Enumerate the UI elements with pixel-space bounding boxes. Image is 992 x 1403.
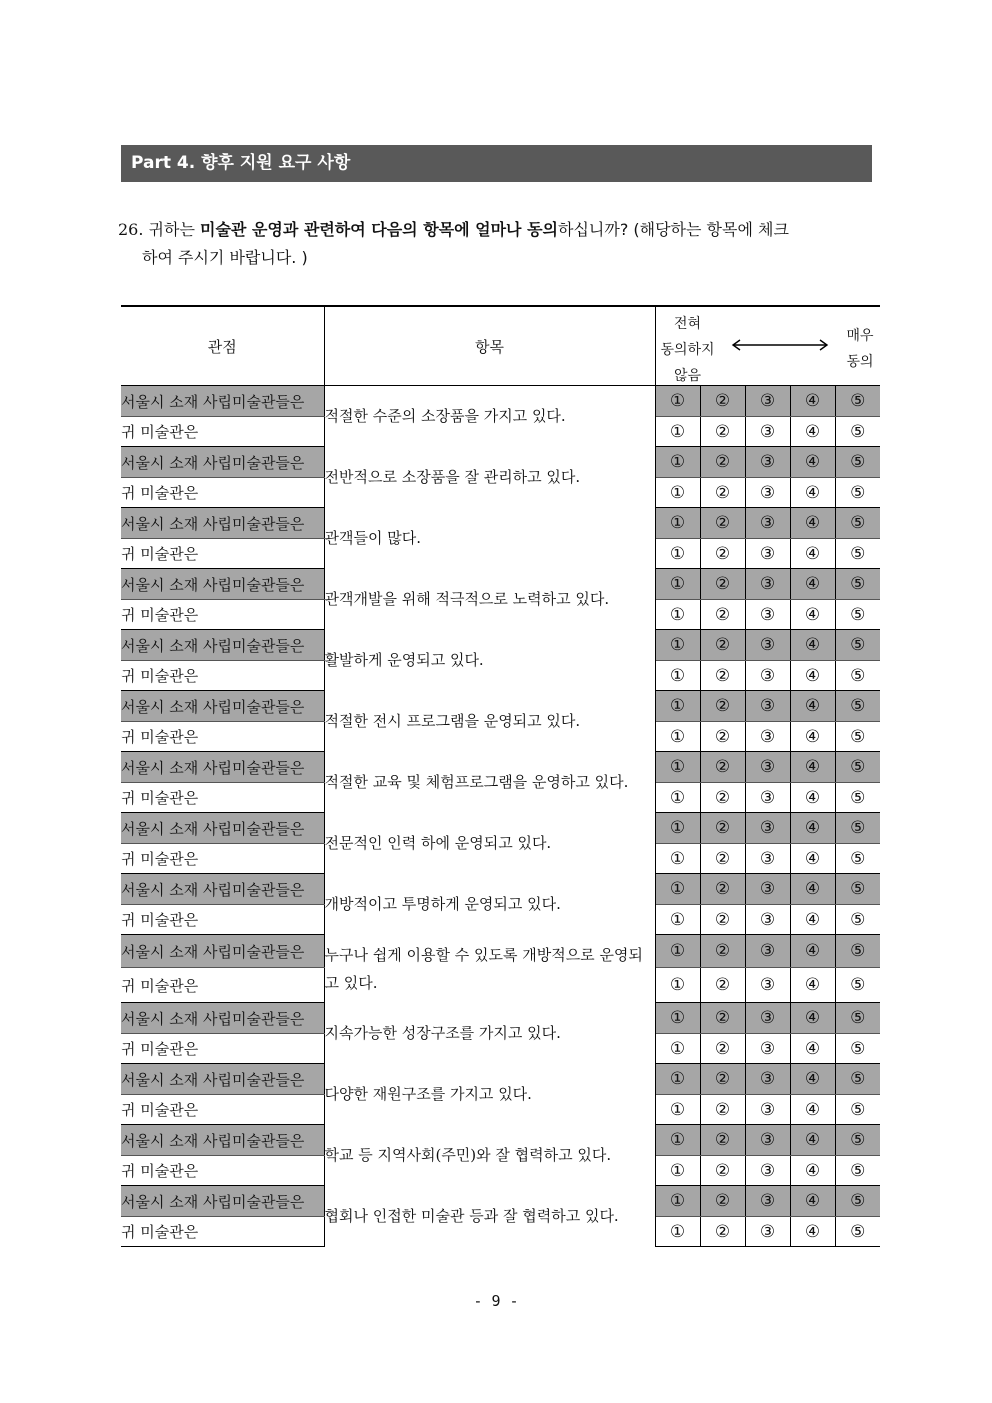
scale-left-line2: 동의하지 — [660, 342, 715, 358]
perspective-seoul: 서울시 소재 사립미술관들은 — [121, 813, 324, 844]
rating-option-3[interactable]: ③ — [745, 630, 790, 661]
perspective-seoul: 서울시 소재 사립미술관들은 — [121, 1186, 324, 1217]
rating-option-1[interactable]: ① — [655, 783, 700, 813]
scale-left-line3: 않음 — [673, 368, 702, 384]
rating-option-1[interactable]: ① — [655, 844, 700, 874]
rating-option-2[interactable]: ② — [700, 813, 745, 844]
rating-option-2[interactable]: ② — [700, 935, 745, 968]
rating-option-5[interactable]: ⑤ — [835, 600, 880, 630]
rating-option-1[interactable]: ① — [655, 1095, 700, 1125]
rating-option-2[interactable]: ② — [700, 1217, 745, 1247]
perspective-seoul: 서울시 소재 사립미술관들은 — [121, 386, 324, 417]
item-statement: 관객들이 많다. — [324, 508, 655, 569]
rating-option-5[interactable]: ⑤ — [835, 1095, 880, 1125]
rating-option-3[interactable]: ③ — [745, 1003, 790, 1034]
table-row — [121, 1003, 880, 1034]
perspective-seoul: 서울시 소재 사립미술관들은 — [121, 1003, 324, 1034]
perspective-seoul: 서울시 소재 사립미술관들은 — [121, 935, 324, 968]
rating-option-2[interactable]: ② — [700, 1156, 745, 1186]
perspective-yours: 귀 미술관은 — [121, 539, 324, 569]
rating-option-3[interactable]: ③ — [745, 569, 790, 600]
rating-option-1[interactable]: ① — [655, 661, 700, 691]
rating-option-1[interactable]: ① — [655, 630, 700, 661]
perspective-seoul: 서울시 소재 사립미술관들은 — [121, 1064, 324, 1095]
table-row — [121, 691, 880, 722]
perspective-seoul: 서울시 소재 사립미술관들은 — [121, 630, 324, 661]
rating-option-4[interactable]: ④ — [790, 905, 835, 935]
rating-option-1[interactable]: ① — [655, 905, 700, 935]
table-row — [121, 874, 880, 905]
question-text-pre: 귀하는 — [143, 220, 200, 239]
rating-option-3[interactable]: ③ — [745, 722, 790, 752]
perspective-yours: 귀 미술관은 — [121, 417, 324, 447]
rating-option-3[interactable]: ③ — [745, 600, 790, 630]
perspective-seoul: 서울시 소재 사립미술관들은 — [121, 752, 324, 783]
rating-option-2[interactable]: ② — [700, 569, 745, 600]
rating-option-5[interactable]: ⑤ — [835, 539, 880, 569]
rating-option-4[interactable]: ④ — [790, 661, 835, 691]
rating-option-5[interactable]: ⑤ — [835, 661, 880, 691]
rating-option-4[interactable]: ④ — [790, 752, 835, 783]
perspective-seoul: 서울시 소재 사립미술관들은 — [121, 1125, 324, 1156]
table-row — [121, 1125, 880, 1156]
rating-option-2[interactable]: ② — [700, 1003, 745, 1034]
rating-option-5[interactable]: ⑤ — [835, 1003, 880, 1034]
scale-right-label — [840, 323, 880, 375]
perspective-yours: 귀 미술관은 — [121, 1095, 324, 1125]
rating-option-2[interactable]: ② — [700, 968, 745, 1003]
rating-option-4[interactable]: ④ — [790, 968, 835, 1003]
rating-option-2[interactable]: ② — [700, 386, 745, 417]
perspective-seoul: 서울시 소재 사립미술관들은 — [121, 569, 324, 600]
rating-option-1[interactable]: ① — [655, 968, 700, 1003]
table-row — [121, 386, 880, 417]
rating-option-3[interactable]: ③ — [745, 539, 790, 569]
rating-option-5[interactable]: ⑤ — [835, 905, 880, 935]
rating-option-1[interactable]: ① — [655, 1217, 700, 1247]
rating-option-5[interactable]: ⑤ — [835, 844, 880, 874]
rating-option-4[interactable]: ④ — [790, 1034, 835, 1064]
item-statement: 누구나 쉽게 이용할 수 있도록 개방적으로 운영되고 있다. — [324, 935, 655, 1003]
question-text-bold: 미술관 운영과 관련하여 다음의 항목에 얼마나 동의 — [200, 220, 558, 239]
rating-option-1[interactable]: ① — [655, 813, 700, 844]
rating-option-1[interactable]: ① — [655, 1064, 700, 1095]
table-row — [121, 1064, 880, 1095]
rating-option-4[interactable]: ④ — [790, 1064, 835, 1095]
perspective-yours: 귀 미술관은 — [121, 1156, 324, 1186]
table-row — [121, 569, 880, 600]
rating-option-3[interactable]: ③ — [745, 1034, 790, 1064]
item-statement: 적절한 수준의 소장품을 가지고 있다. — [324, 386, 655, 447]
perspective-yours: 귀 미술관은 — [121, 661, 324, 691]
rating-option-5[interactable]: ⑤ — [835, 935, 880, 968]
perspective-seoul: 서울시 소재 사립미술관들은 — [121, 874, 324, 905]
rating-option-4[interactable]: ④ — [790, 569, 835, 600]
rating-option-5[interactable]: ⑤ — [835, 447, 880, 478]
header-scale — [655, 306, 880, 386]
rating-option-4[interactable]: ④ — [790, 1217, 835, 1247]
rating-option-3[interactable]: ③ — [745, 935, 790, 968]
rating-option-1[interactable]: ① — [655, 1003, 700, 1034]
rating-option-2[interactable]: ② — [700, 447, 745, 478]
rating-option-3[interactable]: ③ — [745, 1125, 790, 1156]
rating-option-5[interactable]: ⑤ — [835, 1156, 880, 1186]
scale-right-line1: 매우 — [846, 328, 874, 344]
question-text-post: 하십니까? (해당하는 항목에 체크 — [558, 220, 789, 239]
table-row — [121, 508, 880, 539]
rating-option-2[interactable]: ② — [700, 783, 745, 813]
item-statement: 다양한 재원구조를 가지고 있다. — [324, 1064, 655, 1125]
rating-option-1[interactable]: ① — [655, 478, 700, 508]
rating-option-4[interactable]: ④ — [790, 1125, 835, 1156]
perspective-yours: 귀 미술관은 — [121, 783, 324, 813]
rating-option-3[interactable]: ③ — [745, 844, 790, 874]
rating-option-4[interactable]: ④ — [790, 447, 835, 478]
rating-option-5[interactable]: ⑤ — [835, 874, 880, 905]
rating-option-2[interactable]: ② — [700, 630, 745, 661]
rating-option-5[interactable]: ⑤ — [835, 569, 880, 600]
rating-option-3[interactable]: ③ — [745, 1156, 790, 1186]
rating-option-1[interactable]: ① — [655, 752, 700, 783]
rating-option-4[interactable]: ④ — [790, 1003, 835, 1034]
perspective-yours: 귀 미술관은 — [121, 478, 324, 508]
rating-option-4[interactable]: ④ — [790, 783, 835, 813]
rating-option-1[interactable]: ① — [655, 569, 700, 600]
rating-option-4[interactable]: ④ — [790, 508, 835, 539]
rating-option-1[interactable]: ① — [655, 508, 700, 539]
rating-option-3[interactable]: ③ — [745, 661, 790, 691]
rating-option-5[interactable]: ⑤ — [835, 691, 880, 722]
rating-option-2[interactable]: ② — [700, 752, 745, 783]
rating-option-1[interactable]: ① — [655, 539, 700, 569]
rating-option-5[interactable]: ⑤ — [835, 508, 880, 539]
item-statement: 활발하게 운영되고 있다. — [324, 630, 655, 691]
rating-option-4[interactable]: ④ — [790, 844, 835, 874]
rating-option-5[interactable]: ⑤ — [835, 386, 880, 417]
rating-option-3[interactable]: ③ — [745, 1217, 790, 1247]
rating-option-5[interactable]: ⑤ — [835, 1064, 880, 1095]
rating-option-5[interactable]: ⑤ — [835, 722, 880, 752]
table-row — [121, 813, 880, 844]
rating-option-5[interactable]: ⑤ — [835, 1125, 880, 1156]
table-row — [121, 630, 880, 661]
rating-option-4[interactable]: ④ — [790, 935, 835, 968]
rating-option-5[interactable]: ⑤ — [835, 1034, 880, 1064]
rating-option-4[interactable]: ④ — [790, 478, 835, 508]
perspective-yours: 귀 미술관은 — [121, 1217, 324, 1247]
item-statement: 개방적이고 투명하게 운영되고 있다. — [324, 874, 655, 935]
agreement-table — [121, 305, 880, 1247]
rating-option-4[interactable]: ④ — [790, 1156, 835, 1186]
rating-option-2[interactable]: ② — [700, 1034, 745, 1064]
rating-option-1[interactable]: ① — [655, 1125, 700, 1156]
rating-option-1[interactable]: ① — [655, 1034, 700, 1064]
scale-left-line1: 전혀 — [673, 316, 702, 332]
rating-option-2[interactable]: ② — [700, 478, 745, 508]
rating-option-5[interactable]: ⑤ — [835, 813, 880, 844]
rating-option-4[interactable]: ④ — [790, 1095, 835, 1125]
rating-option-2[interactable]: ② — [700, 905, 745, 935]
rating-option-5[interactable]: ⑤ — [835, 968, 880, 1003]
question-number: 26. — [118, 220, 144, 239]
table-row — [121, 1186, 880, 1217]
item-statement: 전문적인 인력 하에 운영되고 있다. — [324, 813, 655, 874]
rating-option-1[interactable]: ① — [655, 691, 700, 722]
perspective-yours: 귀 미술관은 — [121, 844, 324, 874]
rating-option-3[interactable]: ③ — [745, 905, 790, 935]
rating-option-3[interactable]: ③ — [745, 813, 790, 844]
item-statement: 전반적으로 소장품을 잘 관리하고 있다. — [324, 447, 655, 508]
table-row — [121, 935, 880, 968]
rating-option-1[interactable]: ① — [655, 386, 700, 417]
rating-option-2[interactable]: ② — [700, 661, 745, 691]
perspective-yours: 귀 미술관은 — [121, 1034, 324, 1064]
rating-option-3[interactable]: ③ — [745, 417, 790, 447]
section-title-bar — [121, 145, 872, 182]
section-title: Part 4. 향후 지원 요구 사항 — [131, 153, 351, 173]
rating-option-3[interactable]: ③ — [745, 1095, 790, 1125]
perspective-yours: 귀 미술관은 — [121, 600, 324, 630]
rating-option-1[interactable]: ① — [655, 447, 700, 478]
rating-option-5[interactable]: ⑤ — [835, 630, 880, 661]
rating-option-4[interactable]: ④ — [790, 600, 835, 630]
rating-option-5[interactable]: ⑤ — [835, 1217, 880, 1247]
rating-option-3[interactable]: ③ — [745, 447, 790, 478]
rating-option-3[interactable]: ③ — [745, 783, 790, 813]
double-arrow-icon — [730, 337, 830, 353]
item-statement: 학교 등 지역사회(주민)와 잘 협력하고 있다. — [324, 1125, 655, 1186]
rating-option-2[interactable]: ② — [700, 691, 745, 722]
rating-option-5[interactable]: ⑤ — [835, 478, 880, 508]
header-item: 항목 — [324, 306, 655, 386]
rating-option-2[interactable]: ② — [700, 508, 745, 539]
rating-option-3[interactable]: ③ — [745, 508, 790, 539]
perspective-yours: 귀 미술관은 — [121, 905, 324, 935]
rating-option-1[interactable]: ① — [655, 1186, 700, 1217]
rating-option-5[interactable]: ⑤ — [835, 417, 880, 447]
table-row — [121, 752, 880, 783]
rating-option-1[interactable]: ① — [655, 935, 700, 968]
perspective-yours: 귀 미술관은 — [121, 968, 324, 1003]
rating-option-5[interactable]: ⑤ — [835, 783, 880, 813]
rating-option-3[interactable]: ③ — [745, 874, 790, 905]
rating-option-3[interactable]: ③ — [745, 1186, 790, 1217]
rating-option-4[interactable]: ④ — [790, 630, 835, 661]
item-statement: 관객개발을 위해 적극적으로 노력하고 있다. — [324, 569, 655, 630]
rating-option-1[interactable]: ① — [655, 722, 700, 752]
rating-option-2[interactable]: ② — [700, 1095, 745, 1125]
rating-option-5[interactable]: ⑤ — [835, 752, 880, 783]
rating-option-2[interactable]: ② — [700, 874, 745, 905]
rating-option-1[interactable]: ① — [655, 874, 700, 905]
table-row — [121, 447, 880, 478]
rating-option-4[interactable]: ④ — [790, 386, 835, 417]
rating-option-3[interactable]: ③ — [745, 691, 790, 722]
rating-option-4[interactable]: ④ — [790, 539, 835, 569]
scale-right-line2: 동의 — [846, 354, 874, 370]
rating-option-4[interactable]: ④ — [790, 417, 835, 447]
rating-option-2[interactable]: ② — [700, 1125, 745, 1156]
perspective-seoul: 서울시 소재 사립미술관들은 — [121, 691, 324, 722]
scale-left-label — [656, 311, 720, 389]
rating-option-5[interactable]: ⑤ — [835, 1186, 880, 1217]
page-number: - 9 - — [473, 1292, 519, 1310]
rating-option-2[interactable]: ② — [700, 722, 745, 752]
rating-option-1[interactable]: ① — [655, 1156, 700, 1186]
perspective-seoul: 서울시 소재 사립미술관들은 — [121, 447, 324, 478]
rating-option-4[interactable]: ④ — [790, 1186, 835, 1217]
rating-option-2[interactable]: ② — [700, 539, 745, 569]
rating-option-4[interactable]: ④ — [790, 722, 835, 752]
rating-option-1[interactable]: ① — [655, 417, 700, 447]
rating-option-2[interactable]: ② — [700, 417, 745, 447]
rating-option-4[interactable]: ④ — [790, 813, 835, 844]
item-statement: 적절한 교육 및 체험프로그램을 운영하고 있다. — [324, 752, 655, 813]
rating-option-3[interactable]: ③ — [745, 478, 790, 508]
rating-option-3[interactable]: ③ — [745, 386, 790, 417]
rating-option-2[interactable]: ② — [700, 844, 745, 874]
rating-option-3[interactable]: ③ — [745, 752, 790, 783]
header-perspective: 관점 — [121, 306, 324, 386]
rating-option-4[interactable]: ④ — [790, 691, 835, 722]
rating-option-3[interactable]: ③ — [745, 968, 790, 1003]
rating-option-1[interactable]: ① — [655, 600, 700, 630]
perspective-seoul: 서울시 소재 사립미술관들은 — [121, 508, 324, 539]
item-statement: 적절한 전시 프로그램을 운영되고 있다. — [324, 691, 655, 752]
item-statement: 협회나 인접한 미술관 등과 잘 협력하고 있다. — [324, 1186, 655, 1247]
rating-option-2[interactable]: ② — [700, 1064, 745, 1095]
rating-option-4[interactable]: ④ — [790, 874, 835, 905]
item-statement: 지속가능한 성장구조를 가지고 있다. — [324, 1003, 655, 1064]
rating-option-3[interactable]: ③ — [745, 1064, 790, 1095]
perspective-yours: 귀 미술관은 — [121, 722, 324, 752]
rating-option-2[interactable]: ② — [700, 1186, 745, 1217]
question-text-line2: 하여 주시기 바랍니다. ) — [142, 248, 308, 267]
rating-option-2[interactable]: ② — [700, 600, 745, 630]
question-26 — [118, 216, 876, 272]
